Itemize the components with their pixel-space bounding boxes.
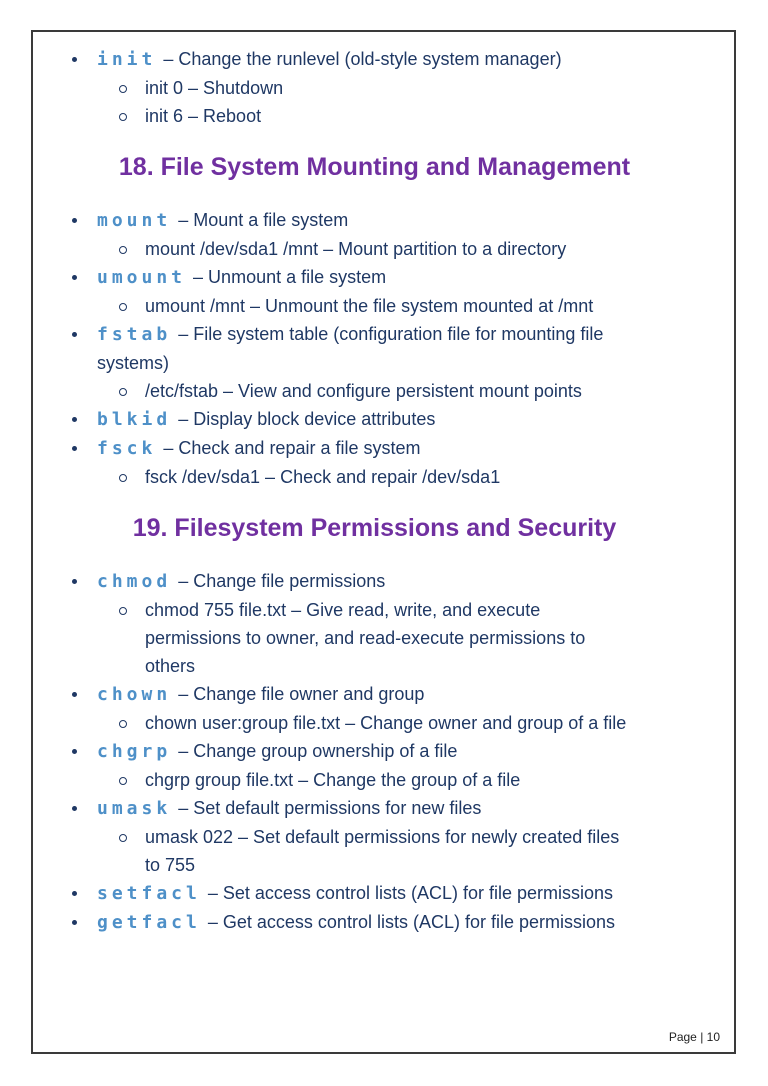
bullet-dot-icon	[72, 218, 77, 223]
command-description: – Change file owner and group	[178, 684, 425, 704]
bullet-dot-icon	[72, 57, 77, 62]
subitem-text: chgrp group file.txt – Change the group of a file	[145, 770, 521, 790]
list-item	[33, 879, 716, 908]
subitem-continuation: others	[145, 656, 196, 676]
circle-bullet-icon	[119, 113, 127, 121]
section-heading: 19. Filesystem Permissions and Security	[132, 514, 617, 542]
command-term: mount	[97, 210, 172, 231]
command-description: – Set default permissions for new files	[178, 798, 482, 818]
bullet-dot-icon	[72, 806, 77, 811]
list-item	[33, 908, 716, 937]
command-term: fsck	[97, 438, 157, 459]
page-footer: Page | 10	[668, 1030, 720, 1044]
command-term: init	[97, 49, 157, 70]
circle-bullet-icon	[119, 607, 127, 615]
section-heading: 18. File System Mounting and Management	[118, 153, 631, 181]
list-subitem	[33, 292, 716, 320]
list-subitem	[33, 377, 716, 405]
circle-bullet-icon	[119, 388, 127, 396]
list-item	[33, 405, 716, 434]
command-description: – Get access control lists (ACL) for file permissions	[207, 912, 616, 932]
subitem-continuation: permissions to owner, and read-execute permissions to	[145, 628, 586, 648]
command-term: setfacl	[97, 883, 201, 904]
document-content	[33, 32, 734, 937]
subitem-text: fsck /dev/sda1 – Check and repair /dev/sda1	[145, 467, 501, 487]
subitem-text: chown user:group file.txt – Change owner and group of a file	[145, 713, 627, 733]
list-item	[33, 737, 716, 766]
circle-bullet-icon	[119, 720, 127, 728]
list-item	[33, 567, 716, 596]
command-list	[33, 206, 716, 491]
command-description: – Change group ownership of a file	[178, 741, 458, 761]
list-subitem	[33, 463, 716, 491]
command-term: blkid	[97, 409, 172, 430]
list-item	[33, 320, 716, 377]
subitem-text: umount /mnt – Unmount the file system mounted at /mnt	[145, 296, 594, 316]
command-term: fstab	[97, 324, 172, 345]
command-description: – Check and repair a file system	[163, 438, 421, 458]
command-list	[33, 567, 716, 937]
circle-bullet-icon	[119, 303, 127, 311]
list-subitem	[33, 102, 716, 130]
list-item	[33, 206, 716, 235]
circle-bullet-icon	[119, 474, 127, 482]
bullet-dot-icon	[72, 579, 77, 584]
bullet-dot-icon	[72, 332, 77, 337]
bullet-dot-icon	[72, 417, 77, 422]
list-subitem	[33, 235, 716, 263]
list-subitem	[33, 709, 716, 737]
bullet-dot-icon	[72, 275, 77, 280]
page-border	[31, 30, 736, 1054]
subitem-text: umask 022 – Set default permissions for newly created files	[145, 827, 620, 847]
command-description: – Change file permissions	[178, 571, 386, 591]
list-item	[33, 45, 716, 74]
list-subitem	[33, 596, 716, 680]
bullet-dot-icon	[72, 749, 77, 754]
subitem-text: /etc/fstab – View and configure persistent mount points	[145, 381, 582, 401]
command-term: getfacl	[97, 912, 201, 933]
description-continuation: systems)	[97, 353, 169, 373]
command-description: – File system table (configuration file for mounting file	[178, 324, 604, 344]
subitem-text: init 0 – Shutdown	[145, 78, 284, 98]
command-description: – Display block device attributes	[178, 409, 436, 429]
command-description: – Unmount a file system	[193, 267, 387, 287]
subitem-continuation: to 755	[145, 855, 196, 875]
command-description: – Set access control lists (ACL) for file permissions	[207, 883, 614, 903]
subitem-text: chmod 755 file.txt – Give read, write, and execute	[145, 600, 541, 620]
command-term: chmod	[97, 571, 172, 592]
list-subitem	[33, 823, 716, 879]
command-list	[33, 45, 716, 130]
circle-bullet-icon	[119, 246, 127, 254]
bullet-dot-icon	[72, 446, 77, 451]
subitem-text: init 6 – Reboot	[145, 106, 262, 126]
list-item	[33, 680, 716, 709]
subitem-text: mount /dev/sda1 /mnt – Mount partition to a directory	[145, 239, 567, 259]
command-term: umask	[97, 798, 172, 819]
command-term: umount	[97, 267, 187, 288]
command-term: chown	[97, 684, 172, 705]
list-subitem	[33, 74, 716, 102]
circle-bullet-icon	[119, 834, 127, 842]
circle-bullet-icon	[119, 777, 127, 785]
bullet-dot-icon	[72, 692, 77, 697]
list-item	[33, 434, 716, 463]
bullet-dot-icon	[72, 891, 77, 896]
command-description: – Mount a file system	[178, 210, 349, 230]
command-term: chgrp	[97, 741, 172, 762]
command-description: – Change the runlevel (old-style system manager)	[163, 49, 562, 69]
list-item	[33, 794, 716, 823]
list-subitem	[33, 766, 716, 794]
bullet-dot-icon	[72, 920, 77, 925]
list-item	[33, 263, 716, 292]
circle-bullet-icon	[119, 85, 127, 93]
